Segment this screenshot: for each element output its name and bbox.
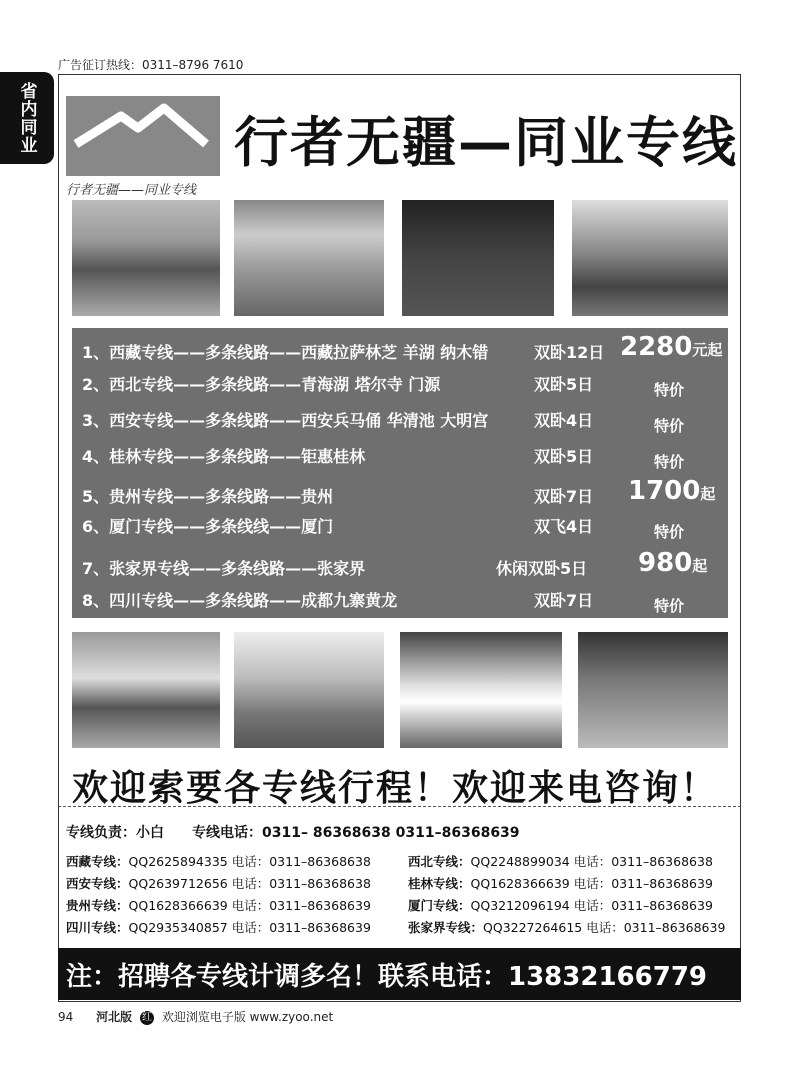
route-item-text: 7、张家界专线——多条线路——张家界 (82, 559, 366, 578)
badge-icon: 红 (142, 1011, 153, 1023)
route-days: 双卧7日 (534, 487, 594, 506)
route-days: 双卧7日 (534, 591, 594, 610)
photo-reed-lake (72, 632, 220, 748)
route-price: 1700起 (628, 476, 716, 506)
recruit-note: 注：招聘各专线计调多名！联系电话：13832166779 (58, 948, 741, 1000)
route-days: 双卧4日 (534, 411, 594, 430)
mountain-logo-icon (66, 96, 220, 176)
page-title: 行者无疆—同业专线 (234, 111, 738, 174)
photo-desert-camels (234, 200, 384, 316)
route-price: 特价 (654, 417, 685, 435)
route-item-text: 8、四川专线——多条线路——成都九寨黄龙 (82, 591, 398, 610)
qq-row: 西安专线：QQ2639712656 电话：0311–86368638 (66, 876, 371, 891)
route-item-text: 5、贵州专线——多条线路——贵州 (82, 487, 334, 506)
photo-village-river (572, 200, 728, 316)
contact-line: 专线负责：小白 专线电话：0311– 86368638 0311–86368639 (66, 825, 520, 841)
dashed-divider (58, 806, 741, 807)
route-days: 双卧12日 (534, 343, 605, 362)
route-days: 双飞4日 (534, 517, 594, 536)
route-price: 980起 (638, 548, 708, 578)
qq-row: 张家界专线：QQ3227264615 电话：0311–86368639 (408, 920, 726, 935)
edition-label: 河北版 (96, 1010, 133, 1024)
qq-row: 桂林专线：QQ1628366639 电话：0311–86368639 (408, 876, 713, 891)
page-footer (58, 1008, 333, 1025)
route-days: 双卧5日 (534, 375, 594, 394)
route-item-text: 1、西藏专线——多条线路——西藏拉萨林芝 羊湖 纳木错 (82, 343, 489, 362)
ad-hotline: 广告征订热线：0311–8796 7610 (58, 58, 244, 72)
welcome-slogan: 欢迎索要各专线行程！欢迎来电咨询！ (72, 768, 719, 809)
route-item-text: 4、桂林专线——多条线路——钜惠桂林 (82, 447, 366, 466)
qq-row: 厦门专线：QQ3212096194 电话：0311–86368639 (408, 898, 713, 913)
photo-terracotta-warriors (402, 200, 554, 316)
qq-row: 四川专线：QQ2935340857 电话：0311–86368639 (66, 920, 371, 935)
route-days: 休闲双卧5日 (496, 559, 588, 578)
photo-waterfall (400, 632, 562, 748)
route-price: 特价 (654, 381, 685, 399)
route-item-text: 3、西安专线——多条线路——西安兵马俑 华清池 大明宫 (82, 411, 489, 430)
route-price: 特价 (654, 453, 685, 471)
qq-row: 西藏专线：QQ2625894335 电话：0311–86368638 (66, 854, 371, 869)
route-list (72, 328, 728, 618)
footer-website[interactable]: 欢迎浏览电子版 www.zyoo.net (161, 1010, 334, 1024)
route-price: 2280元起 (620, 332, 723, 362)
logo (66, 96, 220, 198)
section-tab: 省内同业 (0, 72, 54, 164)
photo-tibet-lake (72, 200, 220, 316)
photo-rock-sculpture (234, 632, 384, 748)
route-days: 双卧5日 (534, 447, 594, 466)
route-price: 特价 (654, 523, 685, 541)
qq-row: 贵州专线：QQ1628366639 电话：0311–86368639 (66, 898, 371, 913)
page-number: 94 (58, 1010, 74, 1024)
logo-subtitle: 行者无疆——同业专线 (66, 183, 197, 198)
route-item-text: 2、西北专线——多条线路——青海湖 塔尔寺 门源 (82, 375, 441, 394)
route-price: 特价 (654, 597, 685, 615)
photo-mountain-valley (578, 632, 728, 748)
route-item-text: 6、厦门专线——多条线线——厦门 (82, 517, 334, 536)
qq-row: 西北专线：QQ2248899034 电话：0311–86368638 (408, 854, 713, 869)
